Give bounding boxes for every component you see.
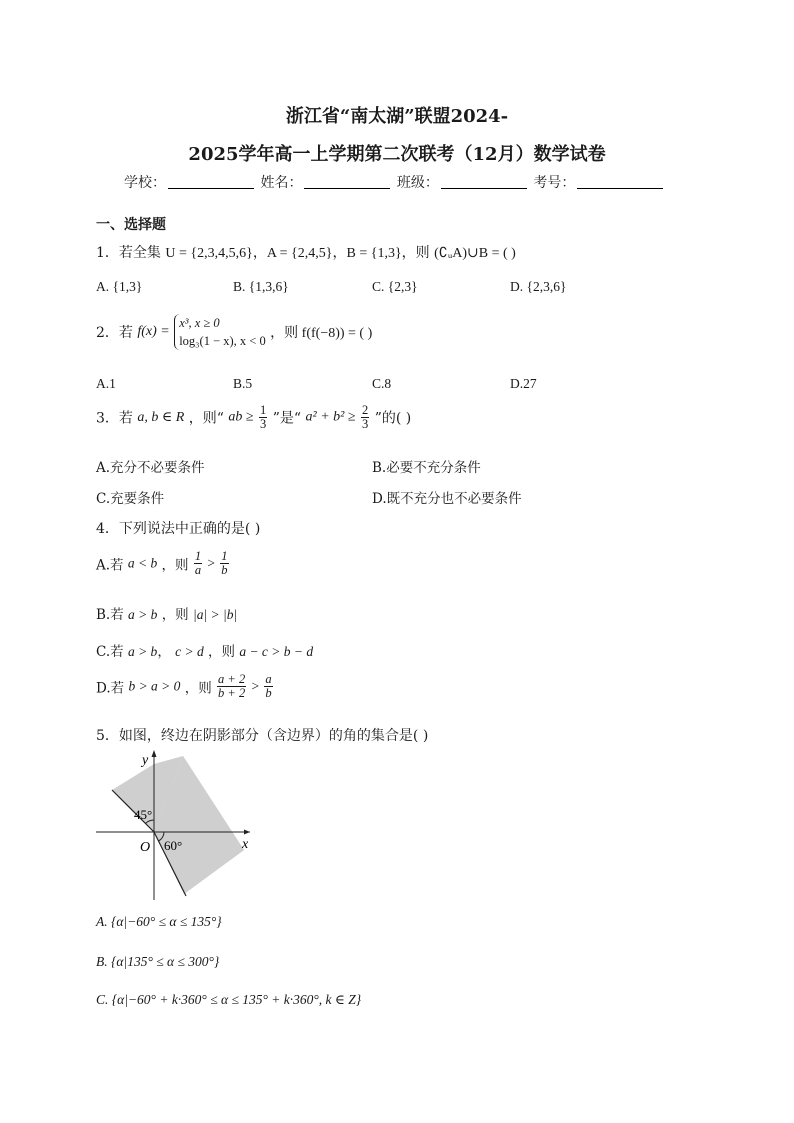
q4-d-fraction-2: $\frac{a}{b}$: [265, 672, 272, 700]
question-4-stem: 4．下列说法中正确的是( ): [96, 521, 261, 537]
exam-no-blank: [577, 174, 663, 189]
x-axis-label: x: [242, 837, 249, 852]
q2-case-2: log₃(1 − x), x < 0: [179, 334, 266, 348]
q1-expression: (∁ᵤA)∪B = ( ): [434, 246, 516, 261]
q1-sets: U = {2,3,4,5,6}，A = {2,4,5}，B = {1,3}，则: [165, 246, 430, 261]
q4-option-b: B.若 a > b ，则 |a| > |b|: [96, 607, 238, 623]
angle-label-45: 45°: [134, 807, 153, 822]
school-blank: [168, 174, 254, 189]
q3-fraction-2: $\frac{2}{3}$: [361, 403, 369, 431]
y-axis-label: y: [142, 753, 149, 768]
q3-set: a, b ∈ R: [137, 410, 185, 425]
q1-option-b: B. {1,3,6}: [233, 279, 289, 294]
title-line-2: 2025学年高一上学期第二次联考（12月）数学试卷: [188, 144, 606, 165]
q2-option-c: C.8: [372, 376, 392, 391]
q3-number: 3．若: [96, 410, 133, 427]
q4-option-a: A.若 a < b ，则 $\frac{1}{a}$ > $\frac{1}{b}$: [96, 549, 228, 577]
q3-fraction-1: $\frac{1}{3}$: [260, 403, 267, 431]
q3-option-b: B.必要不充分条件: [372, 460, 481, 476]
q5-angle-figure: [94, 748, 254, 904]
q4-a-fraction-2: $\frac{1}{b}$: [221, 549, 228, 577]
info-label-exam-no: 考号：: [533, 175, 576, 191]
q2-option-d: D.27: [510, 376, 537, 391]
q4-d-fraction-1: $\frac{a + 2}{b + 2}$: [218, 672, 246, 700]
q4-option-c: C.若 a > b， c > d ，则 a − c > b − d: [96, 644, 314, 660]
q3-option-a: A.充分不必要条件: [96, 460, 205, 476]
q3-option-c: C.充要条件: [96, 491, 165, 507]
q3-tail: ”的( ): [374, 410, 412, 427]
origin-label: O: [140, 840, 151, 855]
q2-case-1: x³, x ≥ 0: [179, 316, 220, 330]
q3-option-d: D.既不充分也不必要条件: [372, 491, 522, 507]
q4-option-d: D.若 b > a > 0 ，则 $\frac{a + 2}{b + 2}$ > $\frac{a}{b}$: [96, 672, 272, 700]
y-axis-arrow-icon: [152, 750, 157, 757]
q1-number: 1．若全集: [96, 245, 161, 261]
q3-rhs: a² + b² ≥: [305, 409, 356, 425]
info-label-school: 学校：: [124, 175, 166, 191]
x-axis-arrow-icon: [244, 830, 250, 835]
q5-option-c: C. {α|−60° + k·360° ≤ α ≤ 135° + k·360°, k ∈ Z}: [96, 992, 362, 1007]
q2-function-name: f(x) =: [137, 324, 170, 339]
name-blank: [304, 174, 390, 189]
question-2: [96, 314, 372, 350]
question-1: [96, 242, 516, 262]
q5-option-b: B. {α|135° ≤ α ≤ 300°}: [96, 954, 220, 969]
q2-option-b: B.5: [233, 376, 253, 391]
question-3: [96, 404, 411, 431]
q4-a-fraction-1: $\frac{1}{a}$: [194, 549, 202, 577]
q1-option-d: D. {2,3,6}: [510, 279, 567, 294]
q3-mid-1: ，则“: [188, 410, 224, 427]
question-5-stem: 5．如图，终边在阴影部分（含边界）的角的集合是( ): [96, 728, 429, 744]
q1-option-c: C. {2,3}: [372, 279, 418, 294]
student-info-row: [124, 172, 665, 192]
title-line-1: 浙江省“南太湖”联盟2024-: [285, 106, 509, 127]
q5-option-a: A. {α|−60° ≤ α ≤ 135°}: [96, 914, 222, 929]
q2-tail: ，则 f(f(−8)) = ( ): [270, 326, 373, 341]
q3-mid-2: ”是“: [272, 410, 302, 427]
class-blank: [441, 174, 527, 189]
q3-lhs: ab ≥: [228, 409, 254, 425]
info-label-name: 姓名：: [260, 175, 303, 191]
info-label-class: 班级：: [396, 175, 439, 191]
q2-number: 2．若: [96, 325, 133, 341]
q2-piecewise: [174, 314, 266, 350]
section-heading: 一、选择题: [96, 217, 166, 233]
angle-label-60: 60°: [164, 838, 183, 853]
q2-option-a: A.1: [96, 376, 116, 391]
q1-option-a: A. {1,3}: [96, 279, 143, 294]
